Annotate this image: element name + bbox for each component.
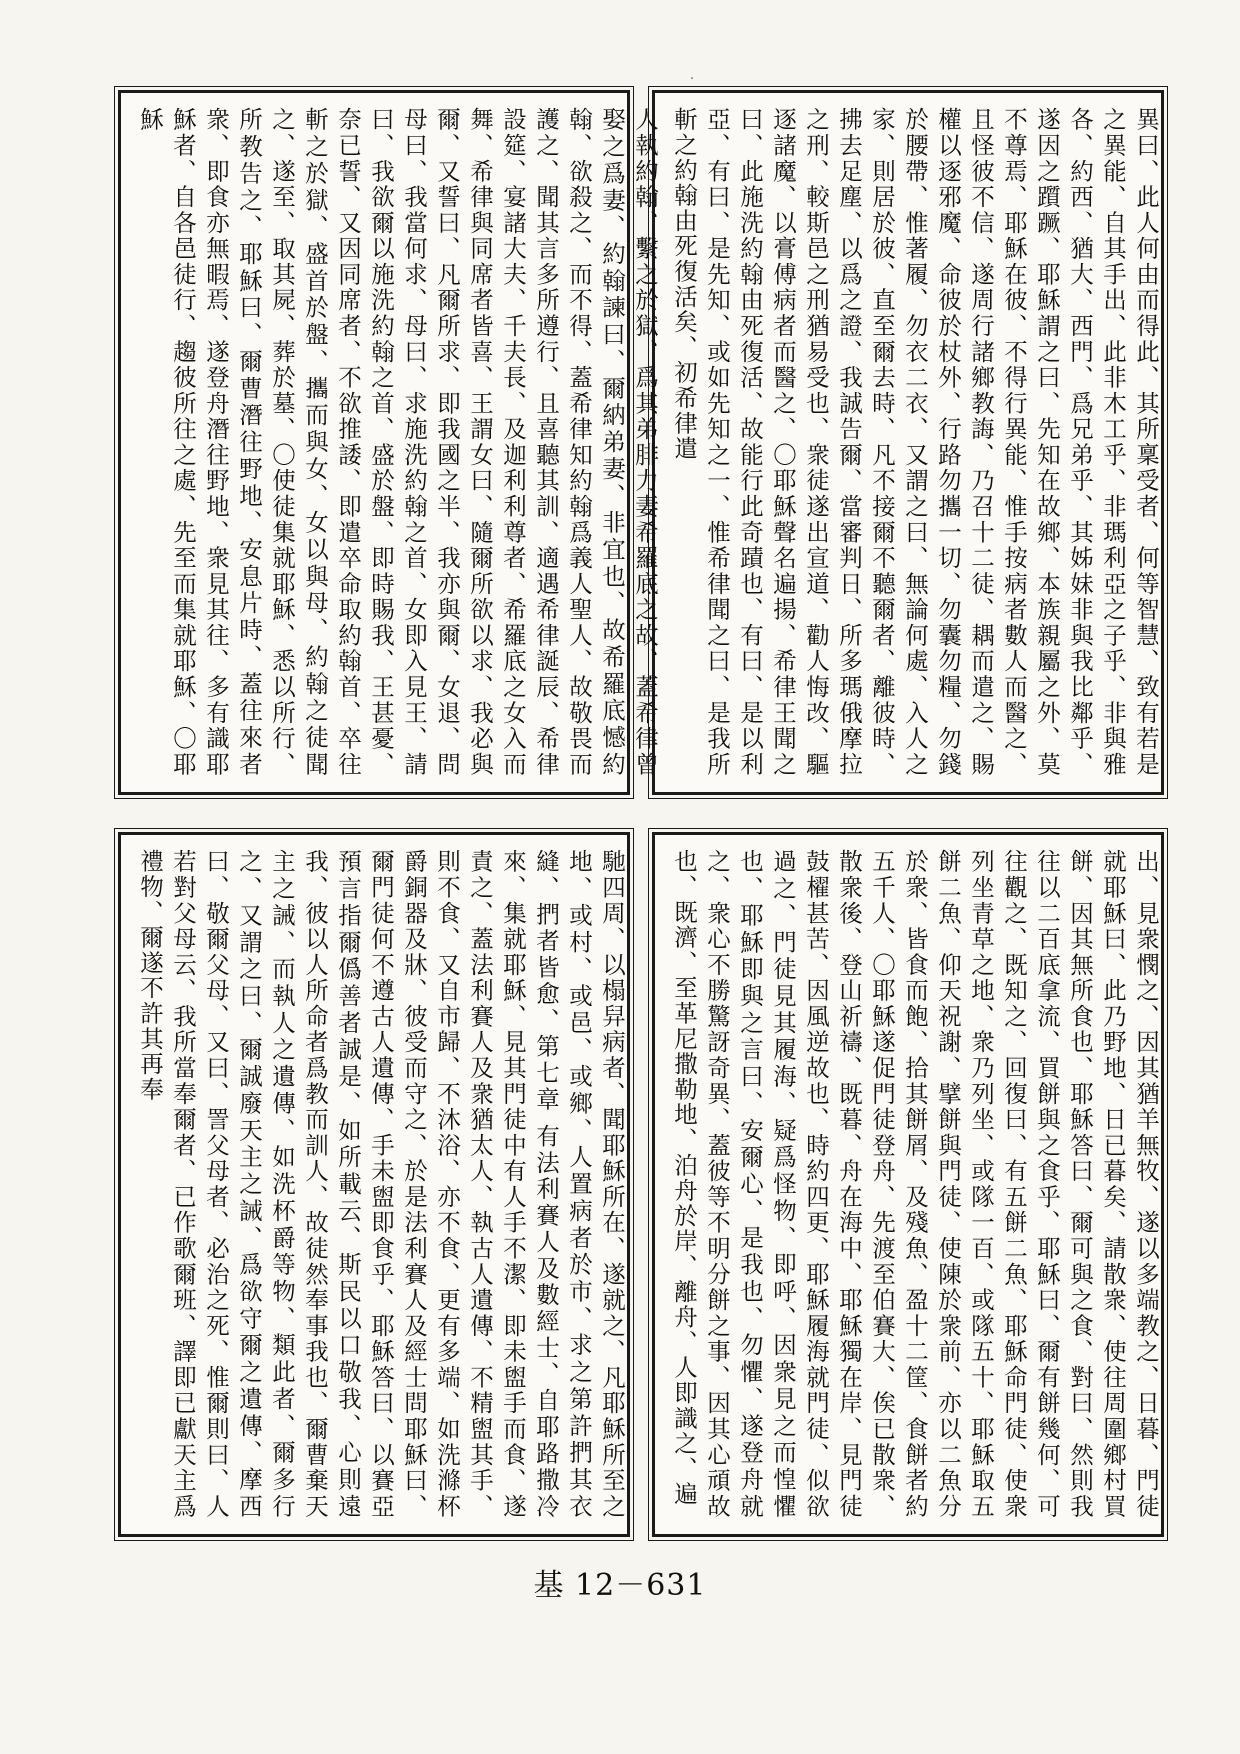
text-column-block: 人執約翰、繫之於獄、爲其弟腓力妻希羅底之故、蓋希律曾娶之爲妻、約翰諫曰、爾納弟妻、非宜也、故希羅底憾約翰、欲殺之、而不得、蓋希律知約翰爲義人聖人、故敬畏而護之、聞其言多所遵行、且喜聽其訓、適遇希律誕辰、希律設筵、宴諸大夫、千夫長、及迦利利尊者、希羅底之女入而舞、希律與同席者皆喜、王謂女曰、隨爾所欲以求、我必與爾、又誓曰、凡爾所求、即我國之半、我亦與爾、女退、問母曰、我當何求、母曰、求施洗約翰之首、女即入見王、請曰、我欲爾以施洗約翰之首、盛於盤、即時賜我、王甚憂、奈已誓、又因同席者、不欲推諉、即遣卒命取約翰首、卒往斬之於獄、盛首於盤、攜而與女、女以與母、約翰之徒聞之、遂至、取其屍、葬於墓、〇使徒集就耶穌、悉以所行、所教告之、耶穌曰、爾曹潛往野地、安息片時、蓋往來者衆、即食亦無暇焉、遂登舟潛往野地、衆見其往、多有識耶穌者、自各邑徒行、趨彼所往之處、先至而集就耶穌、〇耶穌 bbox=[136, 107, 659, 777]
panel-top-left bbox=[118, 90, 659, 795]
text-column-block: 馳四周、以榻舁病者、聞耶穌所在、遂就之、凡耶穌所至之地、或村、或邑、或鄉、人置病者於市、求之第許捫其衣縫、捫者皆愈、第七章 有法利賽人及數經士、自耶路撒冷來、集就耶穌、見其門徒中有人手不潔、即未盥手而食、遂責之、蓋法利賽人及衆猶太人、執古人遺傳、不精盥其手、則不食、又自市歸、不沐浴、亦不食、更有多端、如洗滌杯爵銅器及牀、彼受而守之、於是法利賽人及經士問耶穌曰、爾門徒何不遵古人遺傳、手未盥即食乎、耶穌答曰、以賽亞預言指爾僞善者誠是、如所載云、斯民以口敬我、心則遠我、彼以人所命者爲教而訓人、故徒然奉事我也、爾曹棄天主之誡、而執人之遺傳、如洗杯爵等物、類此者、爾多行之、又謂之曰、爾誠廢天主之誡、爲欲守爾之遺傳、摩西曰、敬爾父母、又曰、詈父母者、必治之死、惟爾則曰、人若對父母云、我所當奉爾者、已作歌爾班、譯即已獻天主爲禮物、爾遂不許其再奉 bbox=[136, 849, 626, 1519]
panel-top-right bbox=[652, 90, 1164, 795]
panel-bottom-right bbox=[652, 832, 1164, 1537]
text-column-block: 出、見衆憫之、因其猶羊無牧、遂以多端教之、日暮、門徒就耶穌曰、此乃野地、日已暮矣、請散衆、使往周圍鄉村買餅、因其無所食也、耶穌答曰、爾可與之食、對曰、然則我往以二百底拿流、買餅與之食乎、耶穌曰、爾有餅幾何、可往觀之、既知之、回復曰、有五餅二魚、耶穌命門徒、使衆列坐青草之地、衆乃列坐、或隊一百、或隊五十、耶穌取五餅二魚、仰天祝謝、擘餅與門徒、使陳於衆前、亦以二魚分於衆、皆食而飽、拾其餅屑、及殘魚、盈十二筐、食餅者約五千人、〇耶穌遂促門徒登舟、先渡至伯賽大、俟已散衆、散衆後、登山祈禱、既暮、舟在海中、耶穌獨在岸、見門徒鼓櫂甚苦、因風逆故也、時約四更、耶穌履海就門徒、似欲過之、門徒見其履海、疑爲怪物、即呼、因衆見之而惶懼也、耶穌即與之言曰、安爾心、是我也、勿懼、遂登舟就之、衆心不勝驚訝奇異、蓋彼等不明分餅之事、因其心頑故也、既濟、至革尼撒勒地、泊舟於岸、離舟、人即識之、遍 bbox=[670, 849, 1160, 1519]
page-number: 基 12－631 bbox=[533, 1568, 707, 1603]
panel-bottom-left bbox=[118, 832, 630, 1537]
scan-mark: · bbox=[690, 72, 695, 87]
text-column-block: 異曰、此人何由而得此、其所稟受者、何等智慧、致有若是之異能、自其手出、此非木工乎、非瑪利亞之子乎、非與雅各、約西、猶大、西門、爲兄弟乎、其姊妹非與我比鄰乎、遂因之躓蹶、耶穌謂之曰、先知在故鄉、本族親屬之外、莫不尊焉、耶穌在彼、不得行異能、惟手按病者數人而醫之、且怪彼不信、遂周行諸鄉教誨、乃召十二徒、耦而遣之、賜權以逐邪魔、命彼於杖外、行路勿攜一切、勿囊勿糧、勿錢於腰帶、惟著履、勿衣二衣、又謂之曰、無論何處、入人之家、則居於彼、直至爾去時、凡不接爾不聽爾者、離彼時、拂去足塵、以爲之證、我誠告爾、當審判日、所多瑪俄摩拉之刑、較斯邑之刑猶易受也、衆徒遂出宣道、勸人悔改、驅逐諸魔、以膏傅病者而醫之、〇耶穌聲名遍揚、希律王聞之曰、此施洗約翰由死復活、故能行此奇蹟也、有曰、是以利亞、有曰、是先知、或如先知之一、惟希律聞之曰、是我所斬之約翰由死復活矣、初希律遣 bbox=[670, 107, 1160, 777]
